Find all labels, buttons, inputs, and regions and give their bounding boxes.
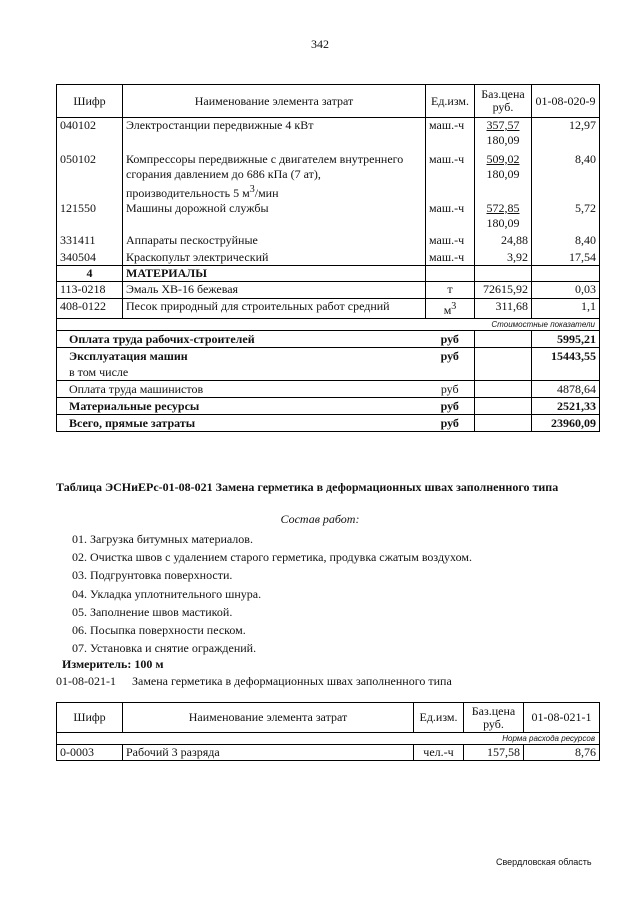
totals-value: 5995,21 xyxy=(532,331,600,348)
row-code: 121550 xyxy=(57,201,123,233)
totals-unit xyxy=(426,364,475,381)
header-name: Наименование элемента затрат xyxy=(123,703,414,733)
list-item: 03. Подгрунтовка поверхности. xyxy=(72,568,233,583)
header-price-line1: Баз.цена xyxy=(471,703,516,718)
list-item: 07. Установка и снятие ограждений. xyxy=(72,641,257,656)
totals-value: 2521,33 xyxy=(532,398,600,415)
section-name: МАТЕРИАЛЫ xyxy=(123,266,426,282)
norm-caption-row xyxy=(57,733,600,745)
row-code: 408-0122 xyxy=(57,299,123,319)
row-name: Песок природный для строительных работ средний xyxy=(123,299,426,319)
table-row xyxy=(57,118,600,152)
totals-row xyxy=(57,381,600,398)
works-list xyxy=(72,530,472,657)
row-code: 113-0218 xyxy=(57,282,123,299)
totals-row xyxy=(57,331,600,348)
totals-row xyxy=(57,348,600,365)
table-row xyxy=(57,201,600,233)
table-row xyxy=(57,250,600,266)
totals-row xyxy=(57,398,600,415)
totals-row xyxy=(57,364,600,381)
header-price xyxy=(464,703,524,733)
sostav-title: Состав работ: xyxy=(280,512,360,526)
totals-row xyxy=(57,415,600,432)
list-item: 05. Заполнение швов мастикой. xyxy=(72,604,233,619)
row-price-second: 180,09 xyxy=(486,133,520,147)
cost-caption: Стоимостные показатели xyxy=(57,319,600,331)
header-unit: Ед.изм. xyxy=(414,703,464,733)
totals-label: Эксплуатация машин xyxy=(57,348,426,365)
row-norm: 1,1 xyxy=(532,299,600,319)
section-code: 4 xyxy=(57,266,123,282)
row-price: 311,68 xyxy=(475,299,532,319)
subsection-heading xyxy=(56,674,452,689)
footer-region: Свердловская область xyxy=(496,857,592,867)
row-unit: т xyxy=(426,282,475,299)
header-norm: 01-08-021-1 xyxy=(524,703,600,733)
row-price xyxy=(475,152,532,201)
row-name: Краскопульт электрический xyxy=(123,250,426,266)
totals-value: 15443,55 xyxy=(532,348,600,365)
row-unit: чел.-ч xyxy=(414,745,464,761)
header-code: Шифр xyxy=(57,85,123,118)
empty-cell xyxy=(475,415,532,432)
row-unit: маш.-ч xyxy=(426,250,475,266)
row-name: Машины дорожной службы xyxy=(123,201,426,233)
table-row xyxy=(57,233,600,250)
row-price-second: 180,09 xyxy=(486,166,520,181)
row-code: 040102 xyxy=(57,118,123,152)
totals-label: Оплата труда рабочих-строителей xyxy=(57,331,426,348)
header-price xyxy=(475,85,532,118)
header-norm: 01-08-020-9 xyxy=(532,85,600,118)
row-code: 050102 xyxy=(57,152,123,201)
row-code: 331411 xyxy=(57,233,123,250)
empty-cell xyxy=(475,381,532,398)
list-item: 01. Загрузка битумных материалов. xyxy=(72,532,253,546)
row-name: Рабочий 3 разряда xyxy=(123,745,414,761)
header-unit: Ед.изм. xyxy=(426,85,475,118)
empty-cell xyxy=(475,364,532,381)
totals-label: Всего, прямые затраты xyxy=(57,415,426,432)
row-norm: 17,54 xyxy=(532,250,600,266)
row-price: 72615,92 xyxy=(475,282,532,299)
izmeritel: Измеритель: 100 м xyxy=(62,657,164,671)
header-code: Шифр xyxy=(57,703,123,733)
empty-cell xyxy=(475,266,532,282)
row-unit: $м^3$ xyxy=(426,299,475,319)
cost-caption-row xyxy=(57,319,600,331)
norm-caption: Норма расхода ресурсов xyxy=(57,733,600,745)
row-price: 157,58 xyxy=(464,745,524,761)
subsection-title: Замена герметика в деформационных швах заполненного типа xyxy=(132,674,452,688)
empty-cell xyxy=(426,266,475,282)
row-norm: 8,76 xyxy=(524,745,600,761)
row-price xyxy=(475,201,532,233)
list-item: 06. Посыпка поверхности песком. xyxy=(72,623,246,638)
row-price-main: 509,02 xyxy=(486,151,520,166)
header-price-line2: руб. xyxy=(492,100,514,114)
totals-label: Материальные ресурсы xyxy=(57,398,426,415)
row-name: Эмаль ХВ-16 бежевая xyxy=(123,282,426,299)
row-unit: маш.-ч xyxy=(426,152,475,201)
row-norm: 8,40 xyxy=(532,233,600,250)
totals-unit: руб xyxy=(426,381,475,398)
table-row xyxy=(57,152,600,201)
row-norm: 0,03 xyxy=(532,282,600,299)
totals-label: Оплата труда машинистов xyxy=(57,381,426,398)
row-price xyxy=(475,118,532,152)
row-unit: маш.-ч xyxy=(426,233,475,250)
totals-unit: руб xyxy=(426,331,475,348)
totals-value: 4878,64 xyxy=(532,381,600,398)
empty-cell xyxy=(532,266,600,282)
row-code: 0-0003 xyxy=(57,745,123,761)
section-title: Таблица ЭСНиЕРс-01-08-021 Замена герметика в деформационных швах заполненного типа xyxy=(56,480,559,494)
totals-unit: руб xyxy=(426,398,475,415)
resource-table xyxy=(56,702,600,761)
table-row xyxy=(57,282,600,299)
row-norm: 8,40 xyxy=(532,152,600,201)
header-name: Наименование элемента затрат xyxy=(123,85,426,118)
row-unit: маш.-ч xyxy=(426,118,475,152)
row-norm: 5,72 xyxy=(532,201,600,233)
totals-value: 23960,09 xyxy=(532,415,600,432)
totals-label: в том числе xyxy=(57,364,426,381)
empty-cell xyxy=(475,348,532,365)
list-item: 04. Укладка уплотнительного шнура. xyxy=(72,586,262,601)
row-name: Компрессоры передвижные с двигателем внутреннего сгорания давлением до 686 кПа (7 ат), производительность 5 $м^3$/мин xyxy=(123,152,426,201)
row-name: Электростанции передвижные 4 кВт xyxy=(123,118,426,152)
section-row xyxy=(57,266,600,282)
table-row xyxy=(57,745,600,761)
row-price-main: 357,57 xyxy=(486,118,520,132)
subsection-code: 01-08-021-1 xyxy=(56,674,116,688)
list-item: 02. Очистка швов с удалением старого герметика, продувка сжатым воздухом. xyxy=(72,550,472,565)
totals-value xyxy=(532,364,600,381)
row-unit: маш.-ч xyxy=(426,201,475,233)
page-number: 342 xyxy=(311,37,329,51)
row-price-main: 572,85 xyxy=(486,200,520,215)
row-price: 3,92 xyxy=(475,250,532,266)
table-header-row xyxy=(57,85,600,118)
row-norm: 12,97 xyxy=(532,118,600,152)
row-code: 340504 xyxy=(57,250,123,266)
row-name: Аппараты пескоструйные xyxy=(123,233,426,250)
totals-unit: руб xyxy=(426,415,475,432)
totals-unit: руб xyxy=(426,348,475,365)
empty-cell xyxy=(475,331,532,348)
empty-cell xyxy=(475,398,532,415)
table-row xyxy=(57,299,600,319)
header-price-line1: Баз.цена xyxy=(481,87,525,101)
header-price-line2: руб. xyxy=(483,716,504,731)
row-price-second: 180,09 xyxy=(486,215,520,230)
table-header-row xyxy=(57,703,600,733)
row-price: 24,88 xyxy=(475,233,532,250)
cost-table xyxy=(56,84,600,432)
